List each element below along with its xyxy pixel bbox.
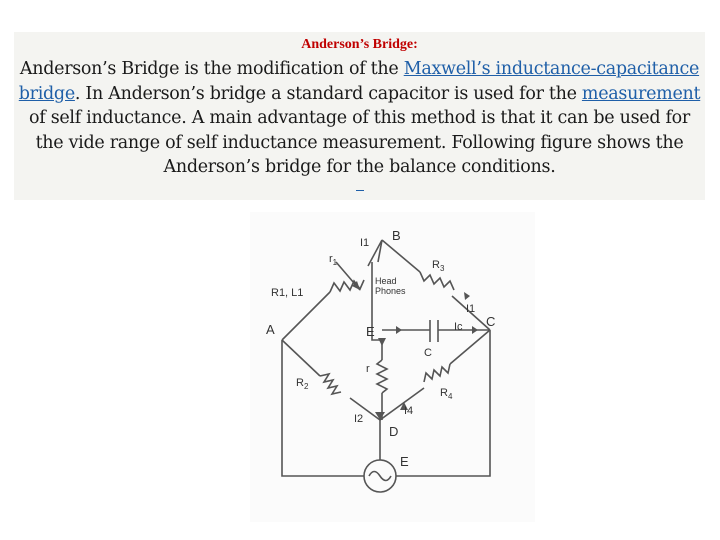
sine-wave-icon [369, 472, 391, 481]
e-arrowhead [378, 338, 386, 346]
para-text-1: Anderson’s Bridge is the modification of the [19, 59, 404, 79]
wire-c-r4 [450, 330, 490, 364]
r1-text: r [329, 253, 333, 265]
r2-sub: 2 [303, 382, 309, 391]
capacitor-c [430, 320, 438, 342]
r3-text: R [432, 259, 440, 271]
r-var-label: r [366, 363, 370, 375]
ic-label: Ic [454, 321, 463, 333]
maxwell-bridge-link[interactable]: Maxwell’s inductance-capacitance bridge [18, 59, 700, 104]
text-panel [14, 32, 705, 200]
wire-source-c [396, 330, 490, 476]
resistor-r4 [424, 364, 450, 382]
para-text-2: . In Anderson’s bridge a standard capacitor is used for the [74, 83, 582, 104]
resistor-r2 [320, 374, 341, 394]
node-e-label: E [366, 324, 375, 339]
node-d-label: D [389, 424, 399, 439]
r4-sub: 4 [447, 392, 453, 401]
node-c-label: C [486, 314, 496, 329]
node-b-label: B [392, 228, 401, 243]
empty-link[interactable] [356, 176, 364, 191]
i1-right-label: I1 [466, 303, 476, 315]
circuit-diagram [250, 212, 535, 522]
wire-a-r2 [282, 340, 320, 376]
i1-top-label: I1 [360, 237, 370, 249]
resistor-r [377, 360, 387, 393]
para-text-3: of self inductance. A main advantage of this method is that it can be used for the vide range of self inductance measurement. Following figure shows the Anderson’s bridge for the balance conditions. [29, 108, 690, 177]
headphones-label-1: Head [375, 276, 397, 286]
r4-text: R [440, 387, 448, 399]
i2-label: I2 [354, 413, 364, 425]
r3-label [432, 259, 445, 273]
r4-label [440, 387, 453, 401]
intro-paragraph [14, 57, 705, 180]
wire-b-r3 [382, 240, 420, 272]
source-label: E [400, 454, 409, 469]
cap-label: C [424, 347, 432, 359]
page-heading: Anderson’s Bridge: [301, 37, 418, 52]
wire-a-source [282, 340, 364, 476]
r2-text: R [296, 377, 304, 389]
measurement-link[interactable]: measurement [581, 83, 701, 104]
i1-arrowhead [464, 292, 470, 300]
anderson-bridge-figure [250, 212, 535, 522]
wire-r4-d [380, 388, 424, 420]
i4-label: I4 [404, 405, 414, 417]
r2-label [296, 377, 309, 391]
headphones-label-2: Phones [375, 286, 406, 296]
r1-l1-label: R1, L1 [271, 287, 304, 299]
ic-arrowhead [472, 326, 478, 334]
wire-a-r1 [282, 292, 330, 340]
r3-sub: 3 [439, 264, 445, 273]
resistor-r1 [330, 280, 364, 292]
r1-label [329, 253, 338, 267]
node-a-label: A [266, 322, 275, 337]
d-arrowhead [375, 412, 385, 420]
headphone-arrowhead [396, 326, 402, 334]
resistor-r3 [420, 272, 454, 290]
r1-sub: 1 [332, 258, 338, 267]
